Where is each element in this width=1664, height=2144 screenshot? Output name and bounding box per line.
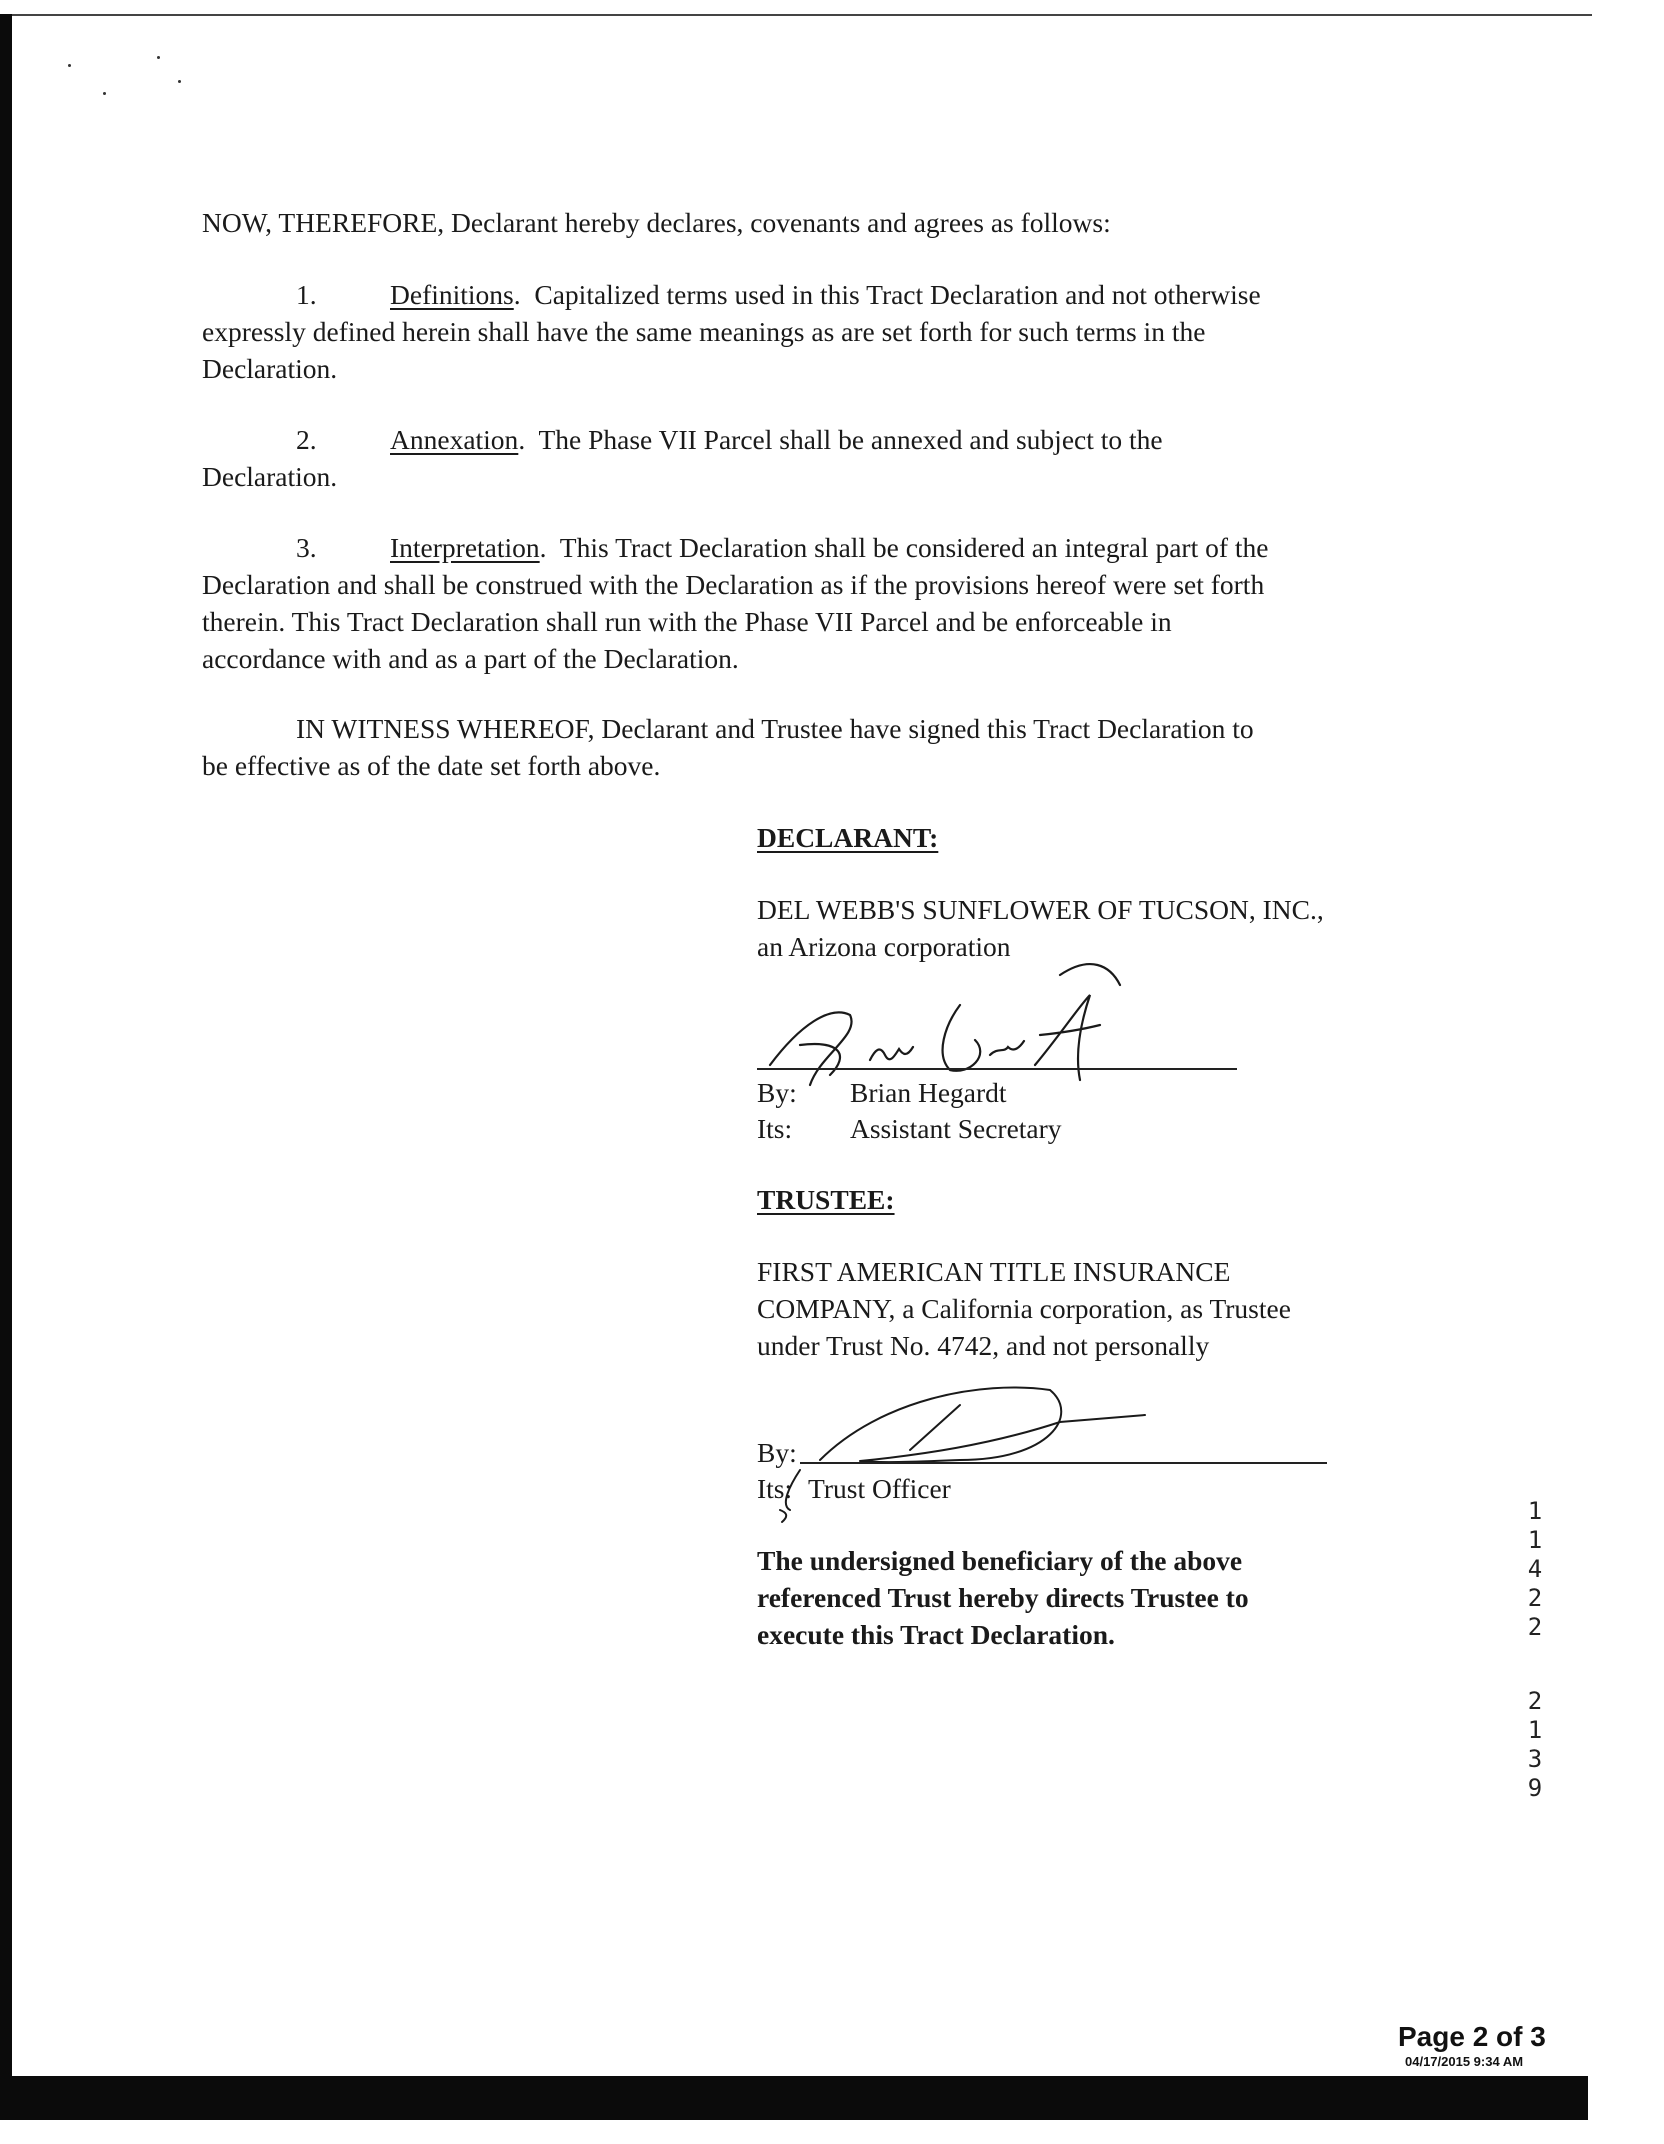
intro-paragraph: NOW, THEREFORE, Declarant hereby declares, covenants and agrees as follows: [202, 207, 1111, 238]
scan-border-top [12, 14, 1592, 16]
section-1-text: Capitalized terms used in this Tract Declaration and not otherwise [534, 279, 1261, 310]
section-3-line-1: 3. Interpretation. This Tract Declaration shall be considered an integral part of the [296, 529, 1268, 566]
scan-speck [103, 92, 106, 95]
section-2-number: 2. [296, 424, 317, 455]
declarant-entity-line-1: DEL WEBB'S SUNFLOWER OF TUCSON, INC., [757, 894, 1324, 925]
section-3-heading: Interpretation [390, 532, 540, 563]
witness-line-1: IN WITNESS WHEREOF, Declarant and Trustee have signed this Tract Declaration to [296, 713, 1254, 744]
declarant-by-label: By: [757, 1077, 797, 1108]
section-2-text: The Phase VII Parcel shall be annexed and subject to the [538, 424, 1163, 455]
declarant-signature-line [757, 1068, 1237, 1070]
section-3-text: This Tract Declaration shall be considered an integral part of the [559, 532, 1269, 563]
trustee-entity-line-1: FIRST AMERICAN TITLE INSURANCE [757, 1256, 1231, 1287]
section-3-line-3: therein. This Tract Declaration shall run with the Phase VII Parcel and be enforceable in [202, 606, 1172, 637]
beneficiary-line-1: The undersigned beneficiary of the above [757, 1545, 1243, 1576]
declarant-heading: DECLARANT: [757, 822, 939, 853]
trustee-entity-line-3: under Trust No. 4742, and not personally [757, 1330, 1210, 1361]
section-3-line-4: accordance with and as a part of the Declaration. [202, 643, 739, 674]
trustee-its-label: Its: [757, 1473, 793, 1504]
trustee-by-label: By: [757, 1437, 797, 1468]
scan-border-left [0, 14, 12, 2078]
scan-speck [68, 64, 71, 67]
section-1-number: 1. [296, 279, 317, 310]
witness-line-2: be effective as of the date set forth above. [202, 750, 661, 781]
recording-number-digit: 1 [1527, 1526, 1543, 1554]
section-1-line-1: 1. Definitions. Capitalized terms used in this Tract Declaration and not otherwise [296, 276, 1261, 313]
beneficiary-line-3: execute this Tract Declaration. [757, 1619, 1115, 1650]
section-3-line-2: Declaration and shall be construed with the Declaration as if the provisions hereof were set forth [202, 569, 1265, 600]
section-2-line-1: 2. Annexation. The Phase VII Parcel shall be annexed and subject to the [296, 421, 1163, 458]
page-number: Page 2 of 3 [1398, 2021, 1546, 2052]
beneficiary-line-2: referenced Trust hereby directs Trustee to [757, 1582, 1249, 1613]
trustee-heading: TRUSTEE: [757, 1184, 895, 1215]
section-1-line-3: Declaration. [202, 353, 338, 384]
recording-number-digit: 9 [1527, 1774, 1543, 1802]
section-3-number: 3. [296, 532, 317, 563]
section-2-line-2: Declaration. [202, 461, 338, 492]
declarant-its-title: Assistant Secretary [850, 1113, 1062, 1144]
scan-speck [178, 80, 181, 83]
recording-number-digit: 4 [1527, 1555, 1543, 1583]
recording-timestamp: 04/17/2015 9:34 AM [1405, 2054, 1524, 2069]
recording-number-digit: 2 [1527, 1687, 1543, 1715]
recording-number-digit: 2 [1527, 1584, 1543, 1612]
declarant-its-label: Its: [757, 1113, 793, 1144]
section-1-line-2: expressly defined herein shall have the same meanings as are set forth for such terms in the [202, 316, 1206, 347]
recording-number-digit: 1 [1527, 1716, 1543, 1744]
declarant-by-name: Brian Hegardt [850, 1077, 1007, 1108]
scan-speck [157, 56, 160, 59]
trustee-entity-line-2: COMPANY, a California corporation, as Trustee [757, 1293, 1291, 1324]
trustee-its-title: Trust Officer [808, 1473, 951, 1504]
recording-number-digit: 3 [1527, 1745, 1543, 1773]
scan-border-bottom [0, 2076, 1588, 2120]
recording-number-digit: 2 [1527, 1613, 1543, 1641]
section-2-heading: Annexation [390, 424, 519, 455]
trustee-signature-line [800, 1462, 1327, 1464]
declarant-entity-line-2: an Arizona corporation [757, 931, 1011, 962]
recording-number-digit: 1 [1527, 1497, 1543, 1525]
section-1-heading: Definitions [390, 279, 514, 310]
